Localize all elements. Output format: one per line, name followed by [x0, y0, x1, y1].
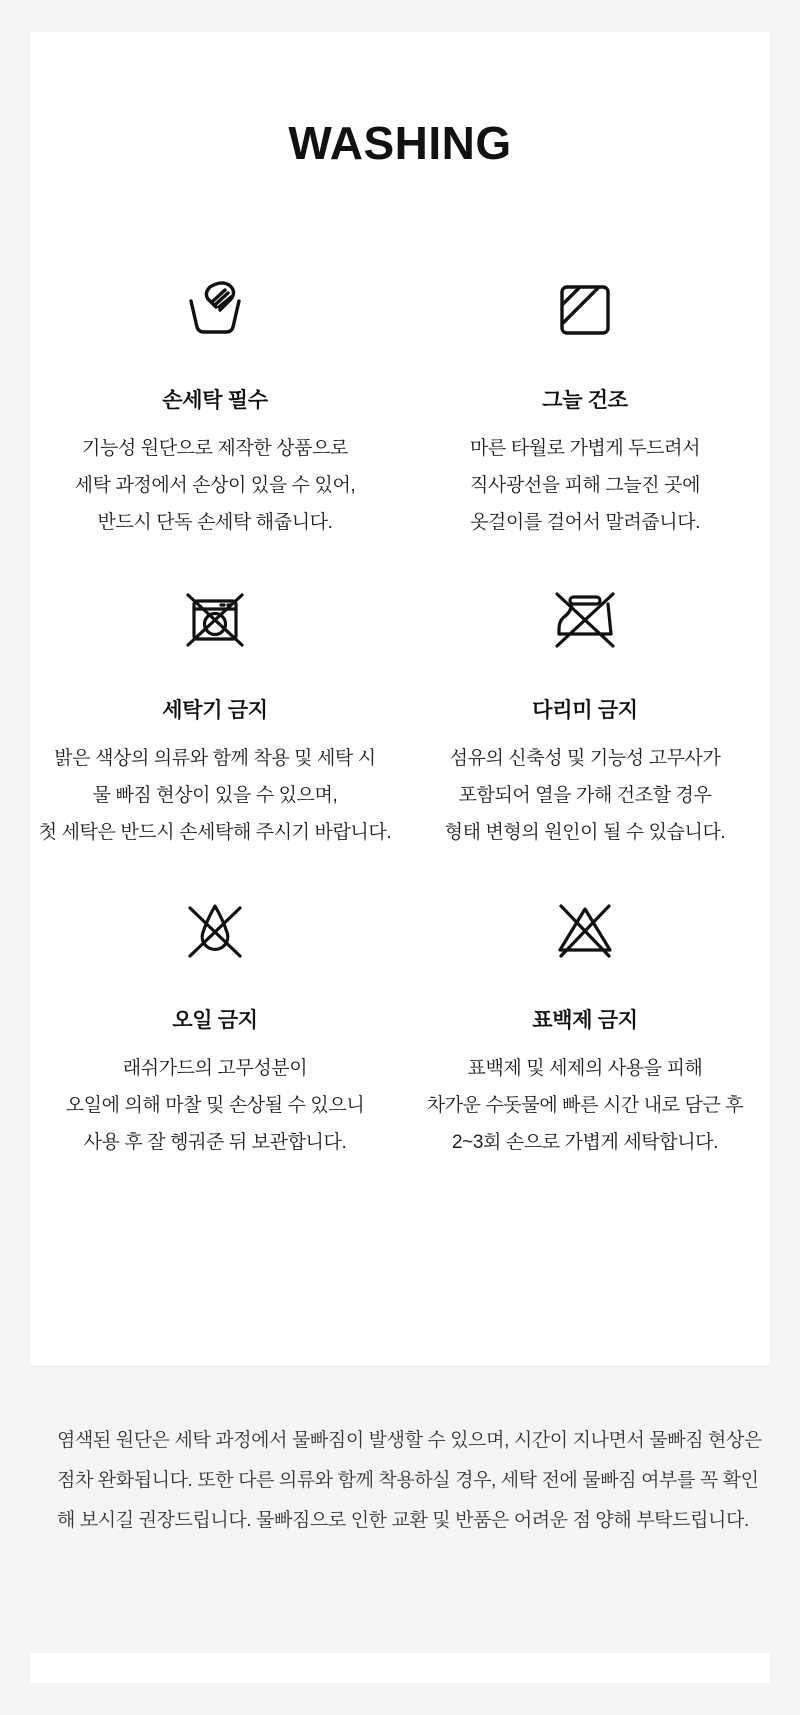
no-iron-icon	[553, 588, 617, 652]
no-machine-wash-icon	[183, 588, 247, 652]
care-item-title: 오일 금지	[172, 1009, 258, 1032]
care-instructions-grid	[30, 278, 770, 1161]
washing-guide-card	[30, 32, 770, 1365]
care-item-text: 표백제 및 세제의 사용을 피해	[467, 1058, 703, 1079]
notice-text: 점차 완화됩니다. 또한 다른 의류와 함께 착용하실 경우, 세탁 전에 물빠짐 여부를 꼭 확인	[57, 1470, 759, 1491]
care-item-text: 오일에 의해 마찰 및 손상될 수 있으니	[65, 1095, 365, 1116]
care-item-text: 세탁 과정에서 손상이 있을 수 있어,	[74, 475, 356, 496]
care-item-title: 표백제 금지	[532, 1009, 638, 1032]
care-item-text: 2~3회 손으로 가볍게 세탁합니다.	[452, 1132, 718, 1153]
care-item-text: 직사광선을 피해 그늘진 곳에	[469, 475, 701, 496]
care-item-text: 마른 타월로 가볍게 두드려서	[469, 438, 701, 459]
care-item-no-oil	[30, 898, 400, 1161]
care-item-text: 사용 후 잘 헹궈준 뒤 보관합니다.	[83, 1132, 347, 1153]
color-bleed-notice	[0, 1365, 800, 1541]
page-title: WASHING	[288, 117, 512, 169]
notice-text: 해 보시길 권장드립니다. 물빠짐으로 인한 교환 및 반품은 어려운 점 양해 부탁드립니다.	[57, 1510, 749, 1531]
care-item-text: 옷걸이를 걸어서 말려줍니다.	[469, 512, 701, 533]
care-item-title: 세탁기 금지	[162, 699, 268, 722]
next-section-card-edge	[30, 1653, 770, 1683]
care-item-handwash	[30, 278, 400, 541]
care-item-text: 물 빠짐 현상이 있을 수 있으며,	[92, 785, 338, 806]
no-oil-icon	[183, 898, 247, 962]
notice-text: 염색된 원단은 세탁 과정에서 물빠짐이 발생할 수 있으며, 시간이 지나면서 물빠짐 현상은	[57, 1430, 762, 1451]
care-item-title: 그늘 건조	[542, 389, 628, 412]
care-item-text: 첫 세탁은 반드시 손세탁해 주시기 바랍니다.	[38, 822, 392, 843]
care-item-text: 섬유의 신축성 및 기능성 고무사가	[449, 748, 721, 769]
handwash-icon	[183, 278, 247, 342]
care-item-title: 다리미 금지	[532, 699, 638, 722]
care-item-shade-dry	[400, 278, 770, 541]
care-item-no-machine-wash	[30, 588, 400, 851]
care-item-text: 포함되어 열을 가해 건조할 경우	[458, 785, 712, 806]
care-item-text: 반드시 단독 손세탁 해줍니다.	[97, 512, 333, 533]
no-bleach-icon	[553, 898, 617, 962]
shade-dry-icon	[553, 278, 617, 342]
care-item-text: 차가운 수돗물에 빠른 시간 내로 담근 후	[426, 1095, 744, 1116]
care-item-text: 래쉬가드의 고무성분이	[122, 1058, 308, 1079]
care-item-no-bleach	[400, 898, 770, 1161]
care-item-text: 형태 변형의 원인이 될 수 있습니다.	[444, 822, 726, 843]
care-item-title: 손세탁 필수	[162, 389, 268, 412]
care-item-no-iron	[400, 588, 770, 851]
care-item-text: 밝은 색상의 의류와 함께 착용 및 세탁 시	[54, 748, 376, 769]
care-item-text: 기능성 원단으로 제작한 상품으로	[82, 438, 348, 459]
